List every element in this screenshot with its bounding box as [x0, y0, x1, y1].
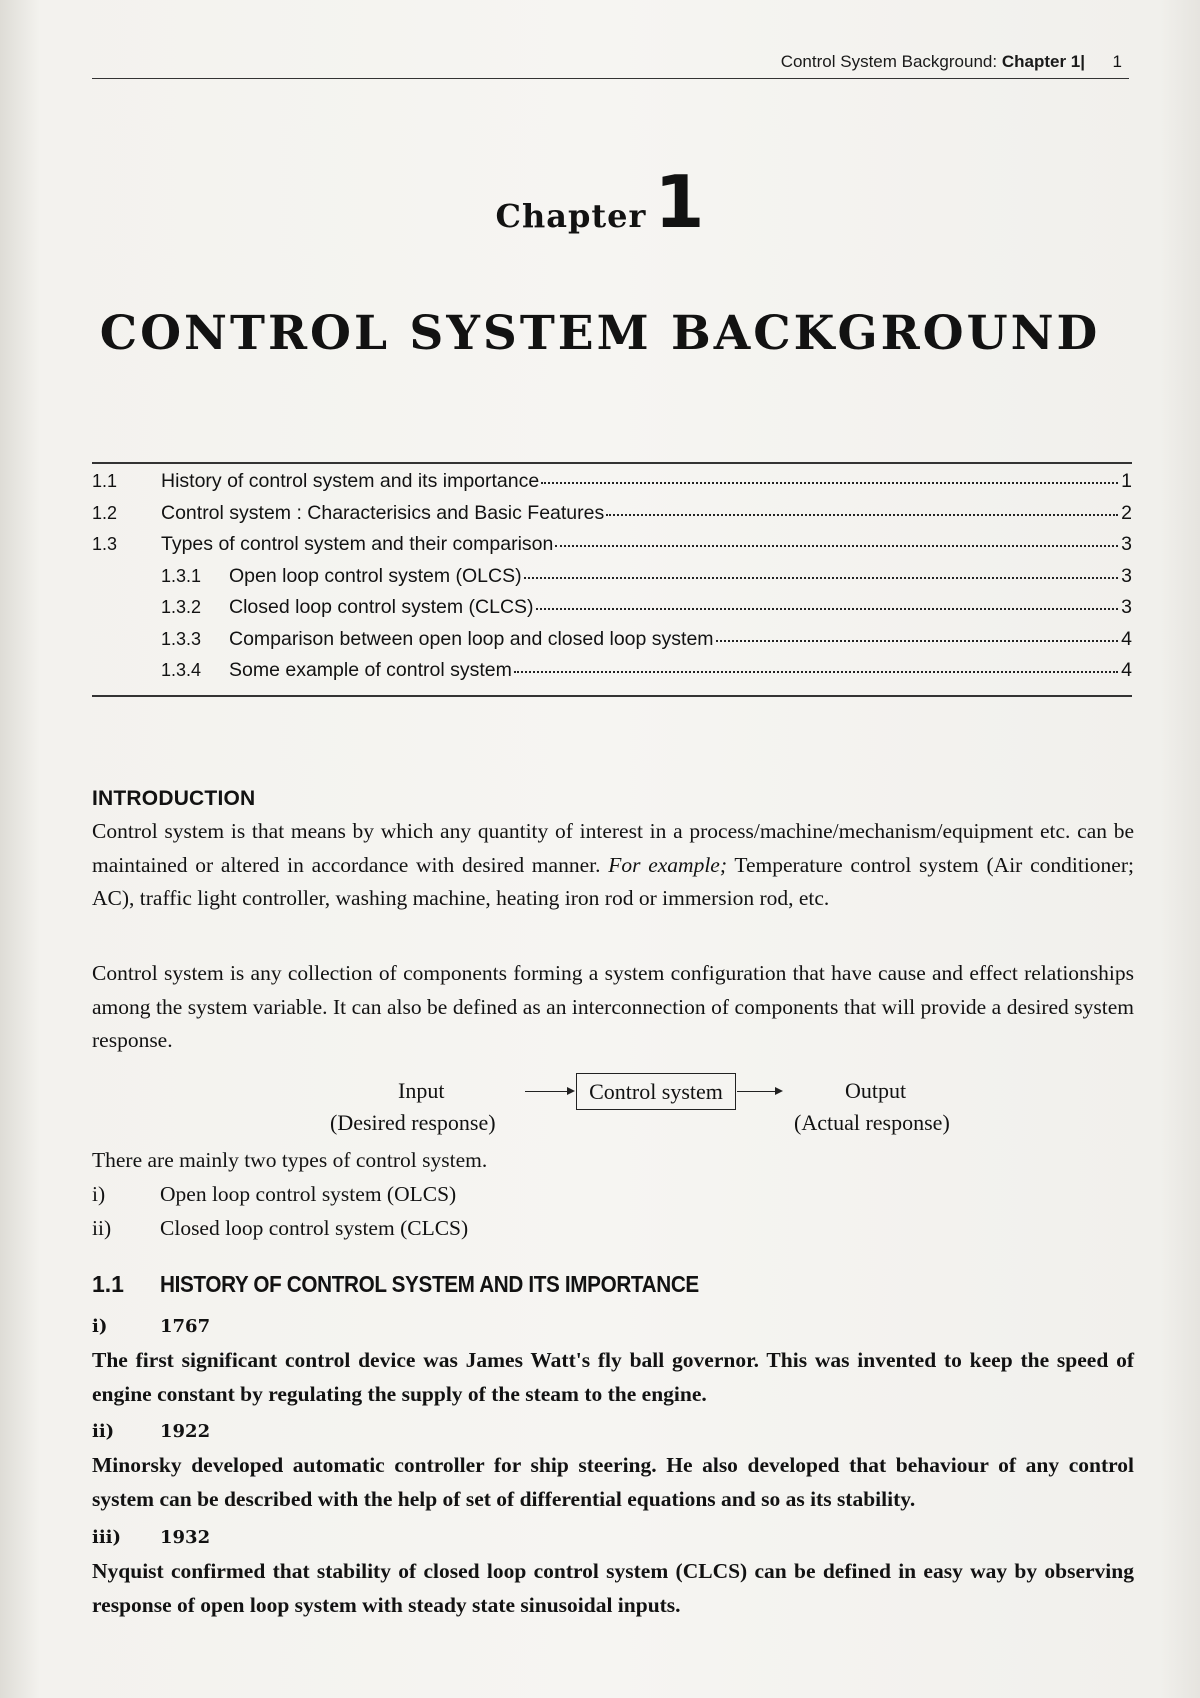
types-item: [92, 1216, 468, 1241]
toc-leader: [541, 482, 1118, 484]
toc-entry[interactable]: [92, 470, 1132, 502]
types-item-number: ii): [92, 1216, 112, 1240]
chapter-number: 1: [654, 160, 705, 244]
toc-entry-title: History of control system and its importance: [161, 470, 540, 492]
diagram-input-label: Input: [398, 1078, 445, 1103]
types-item: [92, 1182, 456, 1207]
toc-entry-title: Open loop control system (OLCS): [229, 564, 522, 587]
history-entry-number: ii): [92, 1421, 115, 1442]
toc-entry-page: 4: [1121, 627, 1132, 650]
types-lead: There are mainly two types of control system.: [92, 1148, 488, 1172]
toc-subentry[interactable]: [92, 628, 1132, 660]
history-entry-text: The first significant control device was James Watt's fly ball governor. This was invented to keep the speed of engine constant by regulating the supply of the steam to the engine.: [92, 1348, 1134, 1406]
diagram-input-sublabel: (Desired response): [330, 1110, 496, 1135]
toc-subentry[interactable]: [92, 659, 1132, 691]
intro-example-label: For example;: [608, 852, 727, 877]
header-rule: [92, 78, 1129, 79]
toc-subentry[interactable]: [92, 565, 1132, 597]
running-header: [781, 52, 1085, 72]
intro-text-b: Temperature control system (Air conditioner; AC), traffic light controller, washing machine, heating iron rod or immersion rod, etc.: [92, 852, 1134, 910]
history-entry-text: Minorsky developed automatic controller for ship steering. He also developed that behaviour of any control system can be described with the help of set of differential equations and so as its stability.: [92, 1453, 1134, 1511]
output-arrow-icon: [737, 1091, 781, 1092]
toc-entry-number: 1.3: [92, 534, 118, 554]
toc-entry-title: Control system : Characterisics and Basic Features: [161, 501, 605, 524]
diagram-output-label: Output: [845, 1078, 907, 1103]
running-chapter: Chapter 1|: [1001, 52, 1085, 71]
introduction-heading: INTRODUCTION: [92, 787, 256, 810]
toc-subentry[interactable]: [92, 596, 1132, 628]
chapter-word: Chapter: [495, 197, 647, 235]
toc-entry-title: Comparison between open loop and closed loop system: [229, 627, 714, 650]
toc-entry-page: 3: [1121, 596, 1132, 618]
toc-entry-page: 4: [1121, 659, 1132, 681]
toc-leader: [555, 545, 1118, 547]
section-number: 1.1: [92, 1271, 124, 1297]
toc-entry-number: 1.3.1: [161, 565, 202, 586]
introduction-paragraph-1: [92, 815, 1134, 916]
toc-leader: [514, 671, 1118, 673]
types-item-number: i): [92, 1182, 106, 1206]
toc-entry-title: Closed loop control system (CLCS): [229, 596, 534, 618]
toc-entry-number: 1.3.2: [161, 597, 202, 617]
toc-leader: [606, 514, 1118, 516]
toc-entry-number: 1.3.3: [161, 628, 202, 649]
history-entry-year: 1767: [160, 1316, 211, 1337]
running-title: Control System Background:: [780, 52, 998, 71]
toc-entry-page: 3: [1121, 533, 1132, 555]
introduction-paragraph-2: Control system is any collection of components forming a system configuration that have cause and effect relationships among the system variable. It can also be defined as an interconnection of components that will provide a desired system response.: [92, 961, 1134, 1052]
control-system-diagram: [0, 1070, 1200, 1150]
types-item-text: Open loop control system (OLCS): [160, 1182, 457, 1206]
toc-leader: [536, 608, 1118, 610]
history-entry-number: i): [92, 1316, 108, 1337]
chapter-contents: [92, 462, 1132, 697]
toc-leader: [716, 640, 1118, 642]
diagram-control-box: Control system: [576, 1073, 736, 1110]
chapter-label: [0, 160, 1200, 244]
diagram-output-sublabel: (Actual response): [794, 1110, 950, 1135]
page-number: 1: [1112, 52, 1122, 71]
history-entry-year: 1932: [160, 1527, 211, 1548]
chapter-title: CONTROL SYSTEM BACKGROUND: [99, 306, 1101, 361]
history-entry-number: iii): [92, 1527, 122, 1548]
types-item-text: Closed loop control system (CLCS): [160, 1216, 469, 1240]
toc-leader: [524, 577, 1118, 579]
toc-entry-title: Some example of control system: [229, 659, 512, 681]
input-arrow-icon: [525, 1091, 573, 1092]
history-entry-text: Nyquist confirmed that stability of closed loop control system (CLCS) can be defined in easy way by observing response of open loop system with steady state sinusoidal inputs.: [92, 1559, 1134, 1617]
toc-entry-page: 2: [1121, 501, 1132, 524]
toc-entry-number: 1.1: [92, 471, 118, 491]
toc-entry-page: 3: [1121, 564, 1132, 587]
toc-entry[interactable]: [92, 533, 1132, 565]
toc-entry[interactable]: [92, 502, 1132, 534]
section-title: HISTORY OF CONTROL SYSTEM AND ITS IMPORTANCE: [160, 1271, 699, 1297]
toc-entry-number: 1.3.4: [161, 660, 202, 680]
intro-text-a: Control system is that means by which any quantity of interest in a process/machine/mechanism/equipment etc. can be maintained or altered in accordance with desired manner.: [92, 819, 1134, 877]
toc-entry-page: 1: [1121, 470, 1132, 492]
history-entry-year: 1922: [160, 1421, 211, 1442]
toc-entry-title: Types of control system and their comparison: [161, 533, 554, 555]
toc-entry-number: 1.2: [92, 502, 118, 523]
